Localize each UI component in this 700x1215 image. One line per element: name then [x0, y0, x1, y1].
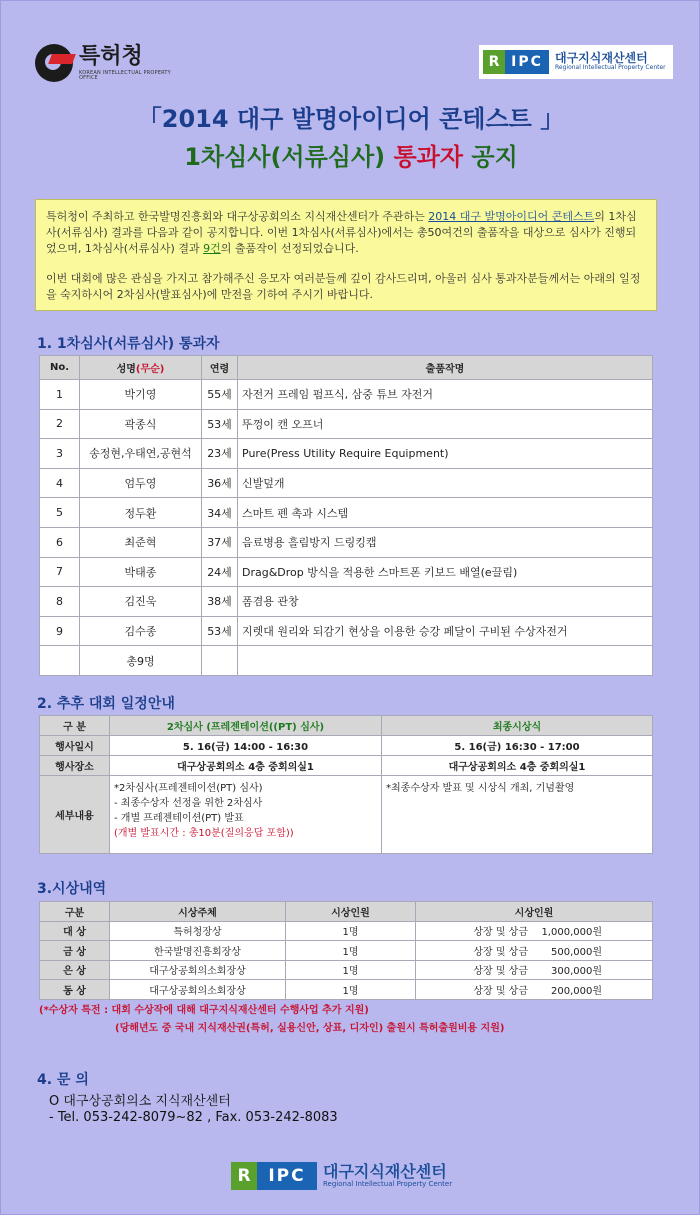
- cell-no: 1: [40, 380, 80, 410]
- page-title: 「2014 대구 발명아이디어 콘테스트 」: [137, 105, 565, 133]
- table-row: [40, 587, 653, 617]
- section3-heading: 3.시상내역: [37, 881, 107, 897]
- award-prize: 상장 및 상금 300,000원: [416, 960, 653, 980]
- col-work: 출품작명: [238, 356, 653, 380]
- cell-no: 9: [40, 616, 80, 646]
- awards-footnote: (*수상자 특전 : 대회 수상작에 대해 대구지식재산센터 수행사업 추가 지원) (당해년도 중 국내 지식재산권(특허, 실용신안, 상표, 디자인) 출원시 특허출원비용 지원): [39, 1005, 505, 1034]
- cell-name: 곽종식: [80, 409, 202, 439]
- kipo-subtitle: KOREAN INTELLECTUAL PROPERTY OFFICE: [79, 69, 171, 81]
- table-total-row: [40, 646, 653, 676]
- table-row: [40, 941, 653, 961]
- total-count: 총9명: [80, 646, 202, 676]
- page-subtitle: 1차심사(서류심사) 통과자 공지: [184, 143, 518, 171]
- award-people: 1명: [286, 921, 416, 941]
- cell-work: 지렛대 원리와 되감기 현상을 이용한 승강 페달이 구비된 수상자전거: [238, 616, 653, 646]
- cell-work: 음료병용 흘림방지 드링킹캡: [238, 527, 653, 557]
- cell-age: 55세: [202, 380, 238, 410]
- kipo-name: 특허청: [79, 43, 143, 69]
- table-header-row: [40, 356, 653, 380]
- col-no: No.: [40, 356, 80, 380]
- contact-phone: - Tel. 053-242-8079~82 , Fax. 053-242-8083: [49, 1110, 338, 1125]
- cell-name: 김수종: [80, 616, 202, 646]
- notice-box: [35, 199, 657, 311]
- table-row: [40, 557, 653, 587]
- table-row: [40, 439, 653, 469]
- cell-no: 6: [40, 527, 80, 557]
- ripc-logo-bottom: [231, 1159, 481, 1193]
- notice-paragraph-2: 이번 대회에 많은 관심을 가지고 참가해주신 응모자 여러분들께 깊이 감사드리며, 아울러 심사 통과자분들께서는 아래의 일정을 숙지하시어 2차심사(발표심사)에 만전을 기하여 주시기 바랍니다.: [46, 272, 641, 301]
- cell-age: 34세: [202, 498, 238, 528]
- cell-no: 4: [40, 468, 80, 498]
- award-host: 특허청장상: [110, 921, 286, 941]
- table-row: [40, 380, 653, 410]
- award-host: 대구상공회의소회장상: [110, 980, 286, 1000]
- award-people: 1명: [286, 960, 416, 980]
- cell-name: 박태종: [80, 557, 202, 587]
- cell-work: 폼겸용 관창: [238, 587, 653, 617]
- cell-no: 8: [40, 587, 80, 617]
- award-people: 1명: [286, 980, 416, 1000]
- award-people: 1명: [286, 941, 416, 961]
- schedule-table: [39, 715, 653, 854]
- ripc-korean-name: 대구지식재산센터: [323, 1162, 447, 1182]
- section1-heading: 1. 1차심사(서류심사) 통과자: [37, 336, 220, 352]
- table-header-row: 구분 시상주체 시상인원 시상인원: [40, 902, 653, 922]
- cell-no: 7: [40, 557, 80, 587]
- cell-work: Pure(Press Utility Require Equipment): [238, 439, 653, 469]
- ripc-badge-icon: R IPC: [231, 1162, 317, 1190]
- ripc-korean-name: 대구지식재산센터: [555, 51, 648, 66]
- col-name: 성명(무순): [80, 356, 202, 380]
- table-row: [40, 498, 653, 528]
- cell-work: 뚜껑이 캔 오프너: [238, 409, 653, 439]
- table-row: [40, 409, 653, 439]
- cell-age: 53세: [202, 616, 238, 646]
- ripc-english-name: Regional Intellectual Property Center: [555, 64, 666, 72]
- award-rank: 금 상: [40, 941, 110, 961]
- section2-heading: 2. 추후 대회 일정안내: [37, 696, 175, 712]
- passers-table: [39, 355, 653, 676]
- cell-name: 엄두영: [80, 468, 202, 498]
- cell-work: Drag&Drop 방식을 적용한 스마트폰 키보드 배열(e끌림): [238, 557, 653, 587]
- cell-name: 최준혁: [80, 527, 202, 557]
- table-row: 행사일시 5. 16(금) 14:00 - 16:30 5. 16(금) 16:30 - 17:00: [40, 736, 653, 756]
- award-prize: 상장 및 상금 500,000원: [416, 941, 653, 961]
- award-rank: 은 상: [40, 960, 110, 980]
- table-row: [40, 980, 653, 1000]
- kipo-logo: [35, 41, 175, 85]
- cell-age: 36세: [202, 468, 238, 498]
- cell-name: 박기영: [80, 380, 202, 410]
- table-row: [40, 616, 653, 646]
- award-rank: 동 상: [40, 980, 110, 1000]
- cell-age: 24세: [202, 557, 238, 587]
- cell-name: 송정현,우태연,공현석: [80, 439, 202, 469]
- cell-work: 자전거 프레임 펌프식, 삼중 튜브 자전거: [238, 380, 653, 410]
- cell-no: 2: [40, 409, 80, 439]
- table-row: [40, 468, 653, 498]
- table-row: [40, 527, 653, 557]
- awards-table: [39, 901, 653, 1000]
- cell-age: 38세: [202, 587, 238, 617]
- award-prize: 상장 및 상금 1,000,000원: [416, 921, 653, 941]
- cell-work: 스마트 펜 촉과 시스템: [238, 498, 653, 528]
- table-row: 행사장소 대구상공회의소 4층 중회의실1 대구상공회의소 4층 중회의실1: [40, 756, 653, 776]
- award-host: 대구상공회의소회장상: [110, 960, 286, 980]
- ripc-logo-top: [479, 45, 673, 79]
- cell-age: 23세: [202, 439, 238, 469]
- notice-paragraph-1: 특허청이 주최하고 한국발명진흥회와 대구상공회의소 지식재산센터가 주관하는 2014 대구 발명아이디어 콘테스트의 1차심사(서류심사) 결과를 다음과 같이 공지합니다. 이번 1차심사(서류심사)에서는 총50여건의 출품작을 대상으로 심사가 진행되었으며, 1차심사(서류심사) 결과 9건의 출품작이 선정되었습니다.: [46, 210, 637, 255]
- cell-work: 신발덮개: [238, 468, 653, 498]
- award-rank: 대 상: [40, 921, 110, 941]
- award-host: 한국발명진흥회장상: [110, 941, 286, 961]
- table-row: [40, 921, 653, 941]
- table-row: [40, 960, 653, 980]
- cell-no: 5: [40, 498, 80, 528]
- ripc-english-name: Regional Intellectual Property Center: [323, 1179, 453, 1188]
- ripc-badge-icon: R IPC: [483, 50, 549, 74]
- section4-heading: 4. 문 의: [37, 1072, 89, 1088]
- award-prize: 상장 및 상금 200,000원: [416, 980, 653, 1000]
- col-age: 연령: [202, 356, 238, 380]
- cell-name: 정두환: [80, 498, 202, 528]
- cell-age: 37세: [202, 527, 238, 557]
- cell-no: 3: [40, 439, 80, 469]
- cell-name: 김진욱: [80, 587, 202, 617]
- table-header-row: 구 분 2차심사 (프레젠테이션((PT) 심사) 최종시상식: [40, 716, 653, 736]
- contact-org: O 대구상공회의소 지식재산센터: [49, 1094, 231, 1109]
- cell-age: 53세: [202, 409, 238, 439]
- table-row: 세부내용 *2차심사(프레젠테이션(PT) 심사) - 최종수상자 선정을 위한 2차심사 - 개별 프레젠테이션(PT) 발표 (개별 발표시간 : 총10분(질의응답 포함)) *최종수상자 발표 및 시상식 개최, 기념촬영: [40, 776, 653, 854]
- kipo-emblem-icon: [35, 44, 73, 82]
